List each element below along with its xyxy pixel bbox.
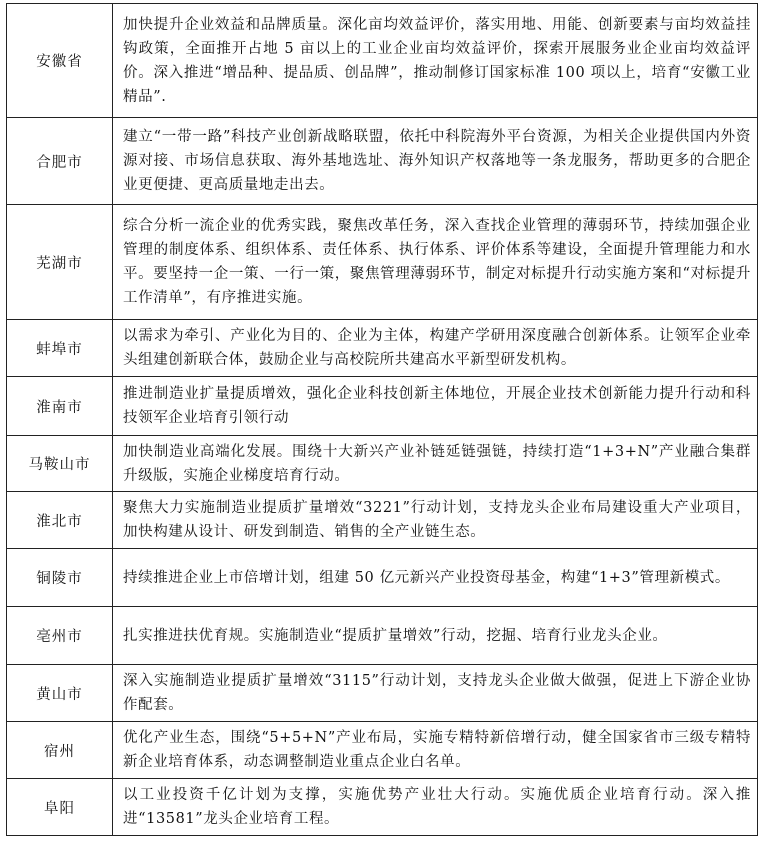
table-row <box>7 549 758 607</box>
region-cell: 马鞍山市 <box>7 436 113 492</box>
region-cell: 合肥市 <box>7 118 113 205</box>
measure-cell: 聚焦大力实施制造业提质扩量增效“3221”行动计划，支持龙头企业布局建设重大产业项目，加快构建从设计、研发到制造、销售的全产业链生态。 <box>113 492 758 549</box>
region-cell: 淮南市 <box>7 377 113 436</box>
table-row <box>7 492 758 549</box>
measure-cell: 推进制造业扩量提质增效，强化企业科技创新主体地位，开展企业技术创新能力提升行动和科技领军企业培育引领行动 <box>113 377 758 436</box>
region-cell: 阜阳 <box>7 779 113 836</box>
region-cell: 宿州 <box>7 722 113 779</box>
measure-cell: 加快提升企业效益和品牌质量。深化亩均效益评价，落实用地、用能、创新要素与亩均效益挂钩政策，全面推开占地 5 亩以上的工业企业亩均效益评价，探索开展服务业企业亩均效益评价。深入推进“增品种、提品质、创品牌”，推动制修订国家标准 100 项以上，培育“安徽工业精品”. <box>113 4 758 118</box>
measure-cell: 建立“一带一路”科技产业创新战略联盟，依托中科院海外平台资源，为相关企业提供国内外资源对接、市场信息获取、海外基地选址、海外知识产权落地等一条龙服务，帮助更多的合肥企业更便捷、更高质量地走出去。 <box>113 118 758 205</box>
region-cell: 淮北市 <box>7 492 113 549</box>
region-cell: 蚌埠市 <box>7 320 113 377</box>
measure-cell: 加快制造业高端化发展。围绕十大新兴产业补链延链强链，持续打造“1+3+N”产业融合集群升级版，实施企业梯度培育行动。 <box>113 436 758 492</box>
measure-cell: 综合分析一流企业的优秀实践，聚焦改革任务，深入查找企业管理的薄弱环节，持续加强企业管理的制度体系、组织体系、责任体系、执行体系、评价体系等建设，全面提升管理能力和水平。要坚持一企一策、一行一策，聚焦管理薄弱环节，制定对标提升行动实施方案和“对标提升工作清单”，有序推进实施。 <box>113 205 758 320</box>
region-cell: 黄山市 <box>7 665 113 722</box>
table-row <box>7 205 758 320</box>
region-cell: 亳州市 <box>7 607 113 665</box>
table-row <box>7 377 758 436</box>
table-row <box>7 118 758 205</box>
table-row <box>7 607 758 665</box>
table-row <box>7 722 758 779</box>
measure-cell: 以需求为牵引、产业化为目的、企业为主体，构建产学研用深度融合创新体系。让领军企业牵头组建创新联合体，鼓励企业与高校院所共建高水平新型研发机构。 <box>113 320 758 377</box>
region-cell: 芜湖市 <box>7 205 113 320</box>
table-row <box>7 436 758 492</box>
table-row <box>7 320 758 377</box>
policy-table-body <box>7 4 758 836</box>
measure-cell: 优化产业生态，围绕“5+5+N”产业布局，实施专精特新倍增行动，健全国家省市三级专精特新企业培育体系，动态调整制造业重点企业白名单。 <box>113 722 758 779</box>
region-cell: 铜陵市 <box>7 549 113 607</box>
measure-cell: 深入实施制造业提质扩量增效“3115”行动计划，支持龙头企业做大做强，促进上下游企业协作配套。 <box>113 665 758 722</box>
measure-cell: 持续推进企业上市倍增计划，组建 50 亿元新兴产业投资母基金，构建“1+3”管理新模式。 <box>113 549 758 607</box>
table-row <box>7 4 758 118</box>
policy-table <box>6 3 758 836</box>
measure-cell: 扎实推进扶优育规。实施制造业“提质扩量增效”行动，挖掘、培育行业龙头企业。 <box>113 607 758 665</box>
measure-cell: 以工业投资千亿计划为支撑，实施优势产业壮大行动。实施优质企业培育行动。深入推进“13581”龙头企业培育工程。 <box>113 779 758 836</box>
table-row <box>7 665 758 722</box>
region-cell: 安徽省 <box>7 4 113 118</box>
table-row <box>7 779 758 836</box>
